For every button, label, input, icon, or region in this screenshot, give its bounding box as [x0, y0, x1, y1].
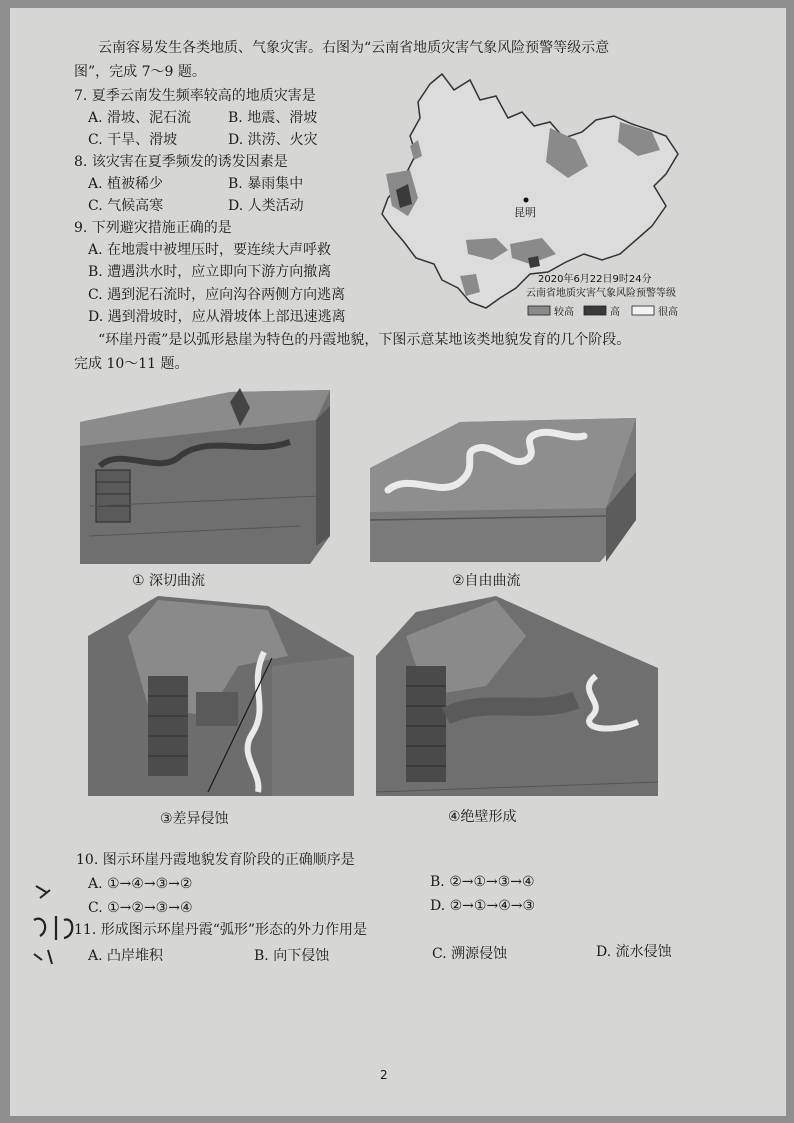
intro2-line-1: “环崖丹霞”是以弧形悬崖为特色的丹霞地貌，下图示意某地该类地貌发育的几个阶段。	[98, 332, 631, 348]
legend-label-high: 高	[610, 307, 620, 318]
question-11-option-a: A. 凸岸堆积	[88, 948, 164, 964]
intro-line-1: 云南容易发生各类地质、气象灾害。右图为“云南省地质灾害气象风险预警等级示意	[98, 40, 610, 56]
question-8-stem: 8. 该灾害在夏季频发的诱发因素是	[74, 154, 288, 170]
question-8-option-b: B. 暴雨集中	[228, 176, 304, 192]
question-9-option-c: C. 遇到泥石流时，应向沟谷两侧方向逃离	[88, 287, 346, 303]
figure-3-caption: ③差异侵蚀	[160, 811, 229, 827]
question-11-option-b: B. 向下侵蚀	[254, 948, 330, 964]
question-8-option-c: C. 气候高寒	[88, 198, 164, 214]
figure-3-block-diagram	[88, 596, 354, 804]
question-9-option-d: D. 遇到滑坡时，应从滑坡体上部迅速逃离	[88, 309, 346, 325]
figure-1-caption: ① 深切曲流	[132, 573, 206, 589]
figure-4-block-diagram	[376, 596, 658, 800]
question-10-option-b: B. ②→①→③→④	[430, 874, 535, 890]
question-10-option-d: D. ②→①→④→③	[430, 898, 536, 914]
question-11-option-d: D. 流水侵蚀	[596, 944, 672, 960]
question-9-option-b: B. 遭遇洪水时，应立即向下游方向撤离	[88, 264, 332, 280]
figure-2-block-diagram	[370, 412, 636, 564]
legend-swatch-very-high	[632, 306, 654, 315]
intro2-line-2: 完成 10～11 题。	[74, 356, 189, 372]
question-8-option-d: D. 人类活动	[228, 198, 304, 214]
page-number: 2	[380, 1068, 388, 1082]
question-10-stem: 10. 图示环崖丹霞地貌发育阶段的正确顺序是	[76, 852, 355, 868]
figure-1-block-diagram	[80, 386, 330, 566]
legend-swatch-higher	[528, 306, 550, 315]
question-8-option-a: A. 植被稀少	[88, 176, 164, 192]
map-title: 云南省地质灾害气象风险预警等级	[526, 288, 676, 299]
yunnan-warning-map	[370, 66, 706, 326]
handwritten-marks	[30, 880, 90, 970]
city-label-kunming: 昆明	[514, 206, 536, 219]
yunnan-outline	[382, 74, 678, 308]
legend-label-higher: 较高	[554, 307, 574, 318]
figure-2-caption: ②自由曲流	[452, 573, 521, 589]
question-9-option-a: A. 在地震中被埋压时，要连续大声呼救	[88, 242, 332, 258]
question-10-option-a: A. ①→④→③→②	[88, 876, 193, 892]
legend-swatch-high	[584, 306, 606, 315]
question-7-option-c: C. 干旱、滑坡	[88, 132, 178, 148]
question-7-stem: 7. 夏季云南发生频率较高的地质灾害是	[74, 88, 316, 104]
risk-zone-high	[528, 256, 540, 268]
intro-line-2: 图”，完成 7～9 题。	[74, 64, 206, 80]
question-7-option-d: D. 洪涝、火灾	[228, 132, 318, 148]
kunming-marker	[524, 198, 529, 203]
question-7-option-b: B. 地震、滑坡	[228, 110, 318, 126]
question-7-option-a: A. 滑坡、泥石流	[88, 110, 192, 126]
question-9-stem: 9. 下列避灾措施正确的是	[74, 220, 232, 236]
question-11-stem: 11. 形成图示环崖丹霞“弧形”形态的外力作用是	[74, 922, 368, 938]
figure-4-caption: ④绝壁形成	[448, 809, 517, 825]
legend-label-very-high: 很高	[658, 307, 678, 318]
question-11-option-c: C. 溯源侵蚀	[432, 946, 508, 962]
map-date: 2020年6月22日9时24分	[538, 274, 652, 285]
question-10-option-c: C. ①→②→③→④	[88, 900, 193, 916]
